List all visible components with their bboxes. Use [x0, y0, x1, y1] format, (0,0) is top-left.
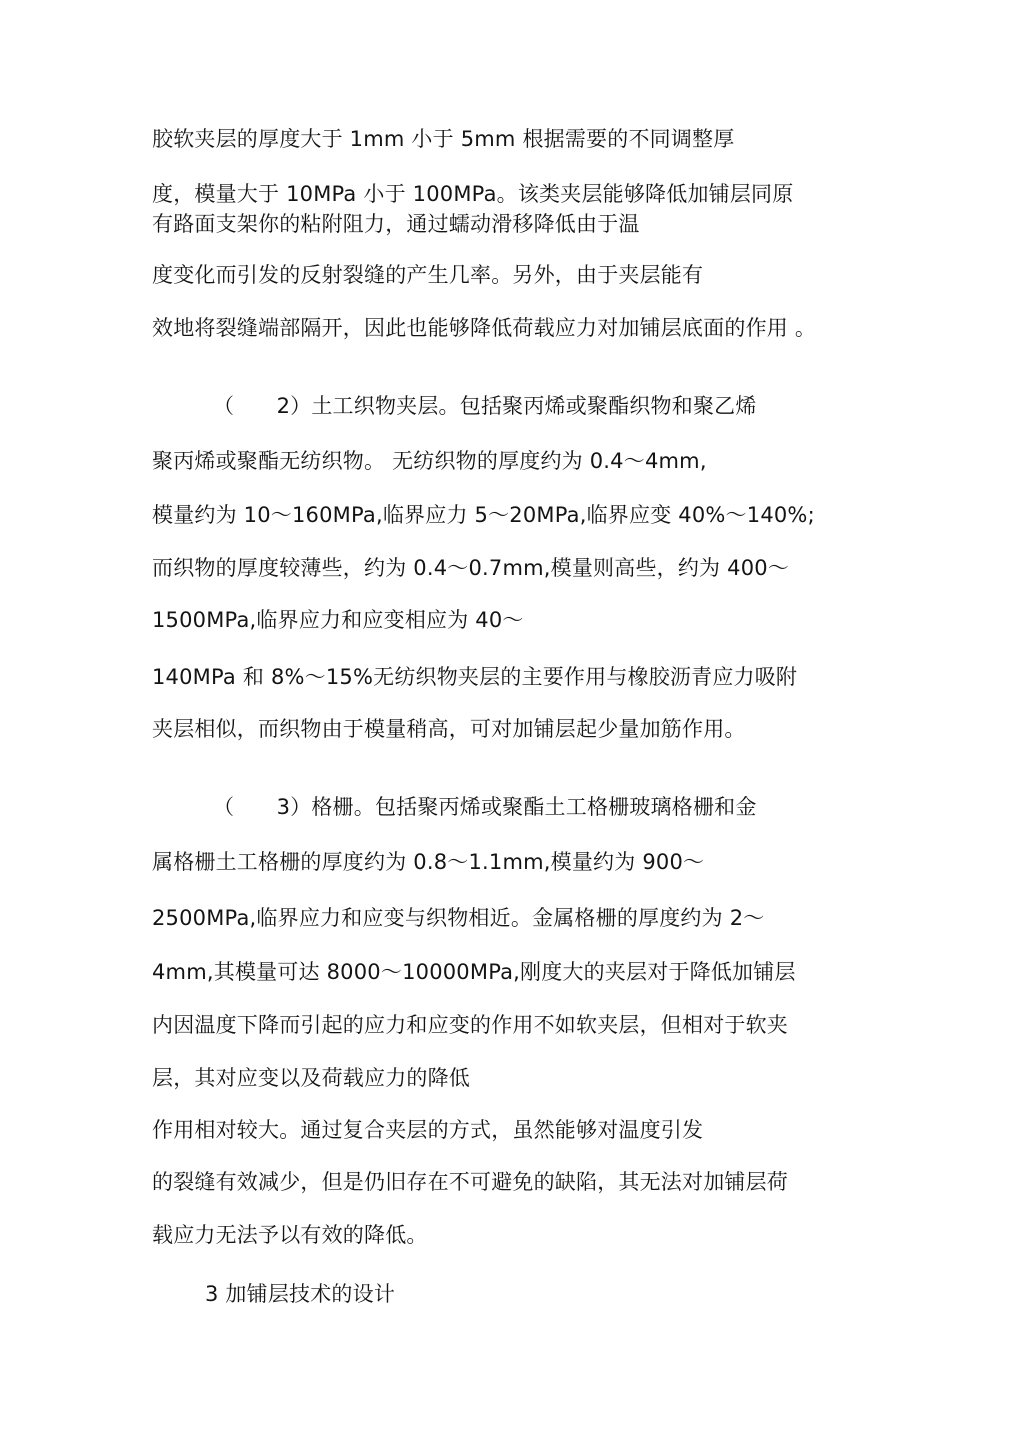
- text-line: 度，模量大于 10MPa 小于 100MPa。该类夹层能够降低加铺层同原: [152, 182, 794, 206]
- text-line: 载应力无法予以有效的降低。: [152, 1223, 428, 1247]
- text-line: 有路面支架你的粘附阻力，通过蠕动滑移降低由于温: [152, 212, 640, 236]
- text-line: 140MPa 和 8%～15%无纺织物夹层的主要作用与橡胶沥青应力吸附: [152, 665, 798, 689]
- text-line: 2500MPa,临界应力和应变与织物相近。金属格栅的厚度约为 2～: [152, 906, 765, 930]
- text-line: 胶软夹层的厚度大于 1mm 小于 5mm 根据需要的不同调整厚: [152, 127, 735, 151]
- text-line: 层，其对应变以及荷载应力的降低: [152, 1066, 470, 1090]
- text-line: 作用相对较大。通过复合夹层的方式，虽然能够对温度引发: [152, 1118, 704, 1142]
- text-line: 夹层相似，而织物由于模量稍高，可对加铺层起少量加筋作用。: [152, 717, 746, 741]
- section-heading: 3 加铺层技术的设计: [205, 1282, 396, 1306]
- text-line: 而织物的厚度较薄些，约为 0.4～0.7mm,模量则高些，约为 400～: [152, 556, 790, 580]
- text-line: （ 3）格栅。包括聚丙烯或聚酯土工格栅玻璃格栅和金: [213, 795, 757, 819]
- text-line: 4mm,其模量可达 8000～10000MPa,刚度大的夹层对于降低加铺层: [152, 960, 796, 984]
- text-line: 模量约为 10～160MPa,临界应力 5～20MPa,临界应变 40%～140%;: [152, 503, 815, 527]
- text-line: （ 2）土工织物夹层。包括聚丙烯或聚酯织物和聚乙烯: [213, 394, 757, 418]
- text-line: 1500MPa,临界应力和应变相应为 40～: [152, 608, 524, 632]
- text-line: 效地将裂缝端部隔开，因此也能够降低荷载应力对加铺层底面的作用 。: [152, 316, 817, 340]
- text-line: 的裂缝有效减少，但是仍旧存在不可避免的缺陷，其无法对加铺层荷: [152, 1170, 788, 1194]
- text-line: 属格栅土工格栅的厚度约为 0.8～1.1mm,模量约为 900～: [152, 850, 705, 874]
- text-line: 度变化而引发的反射裂缝的产生几率。另外，由于夹层能有: [152, 263, 704, 287]
- text-line: 内因温度下降而引起的应力和应变的作用不如软夹层，但相对于软夹: [152, 1013, 788, 1037]
- text-line: 聚丙烯或聚酯无纺织物。 无纺织物的厚度约为 0.4～4mm,: [152, 449, 707, 473]
